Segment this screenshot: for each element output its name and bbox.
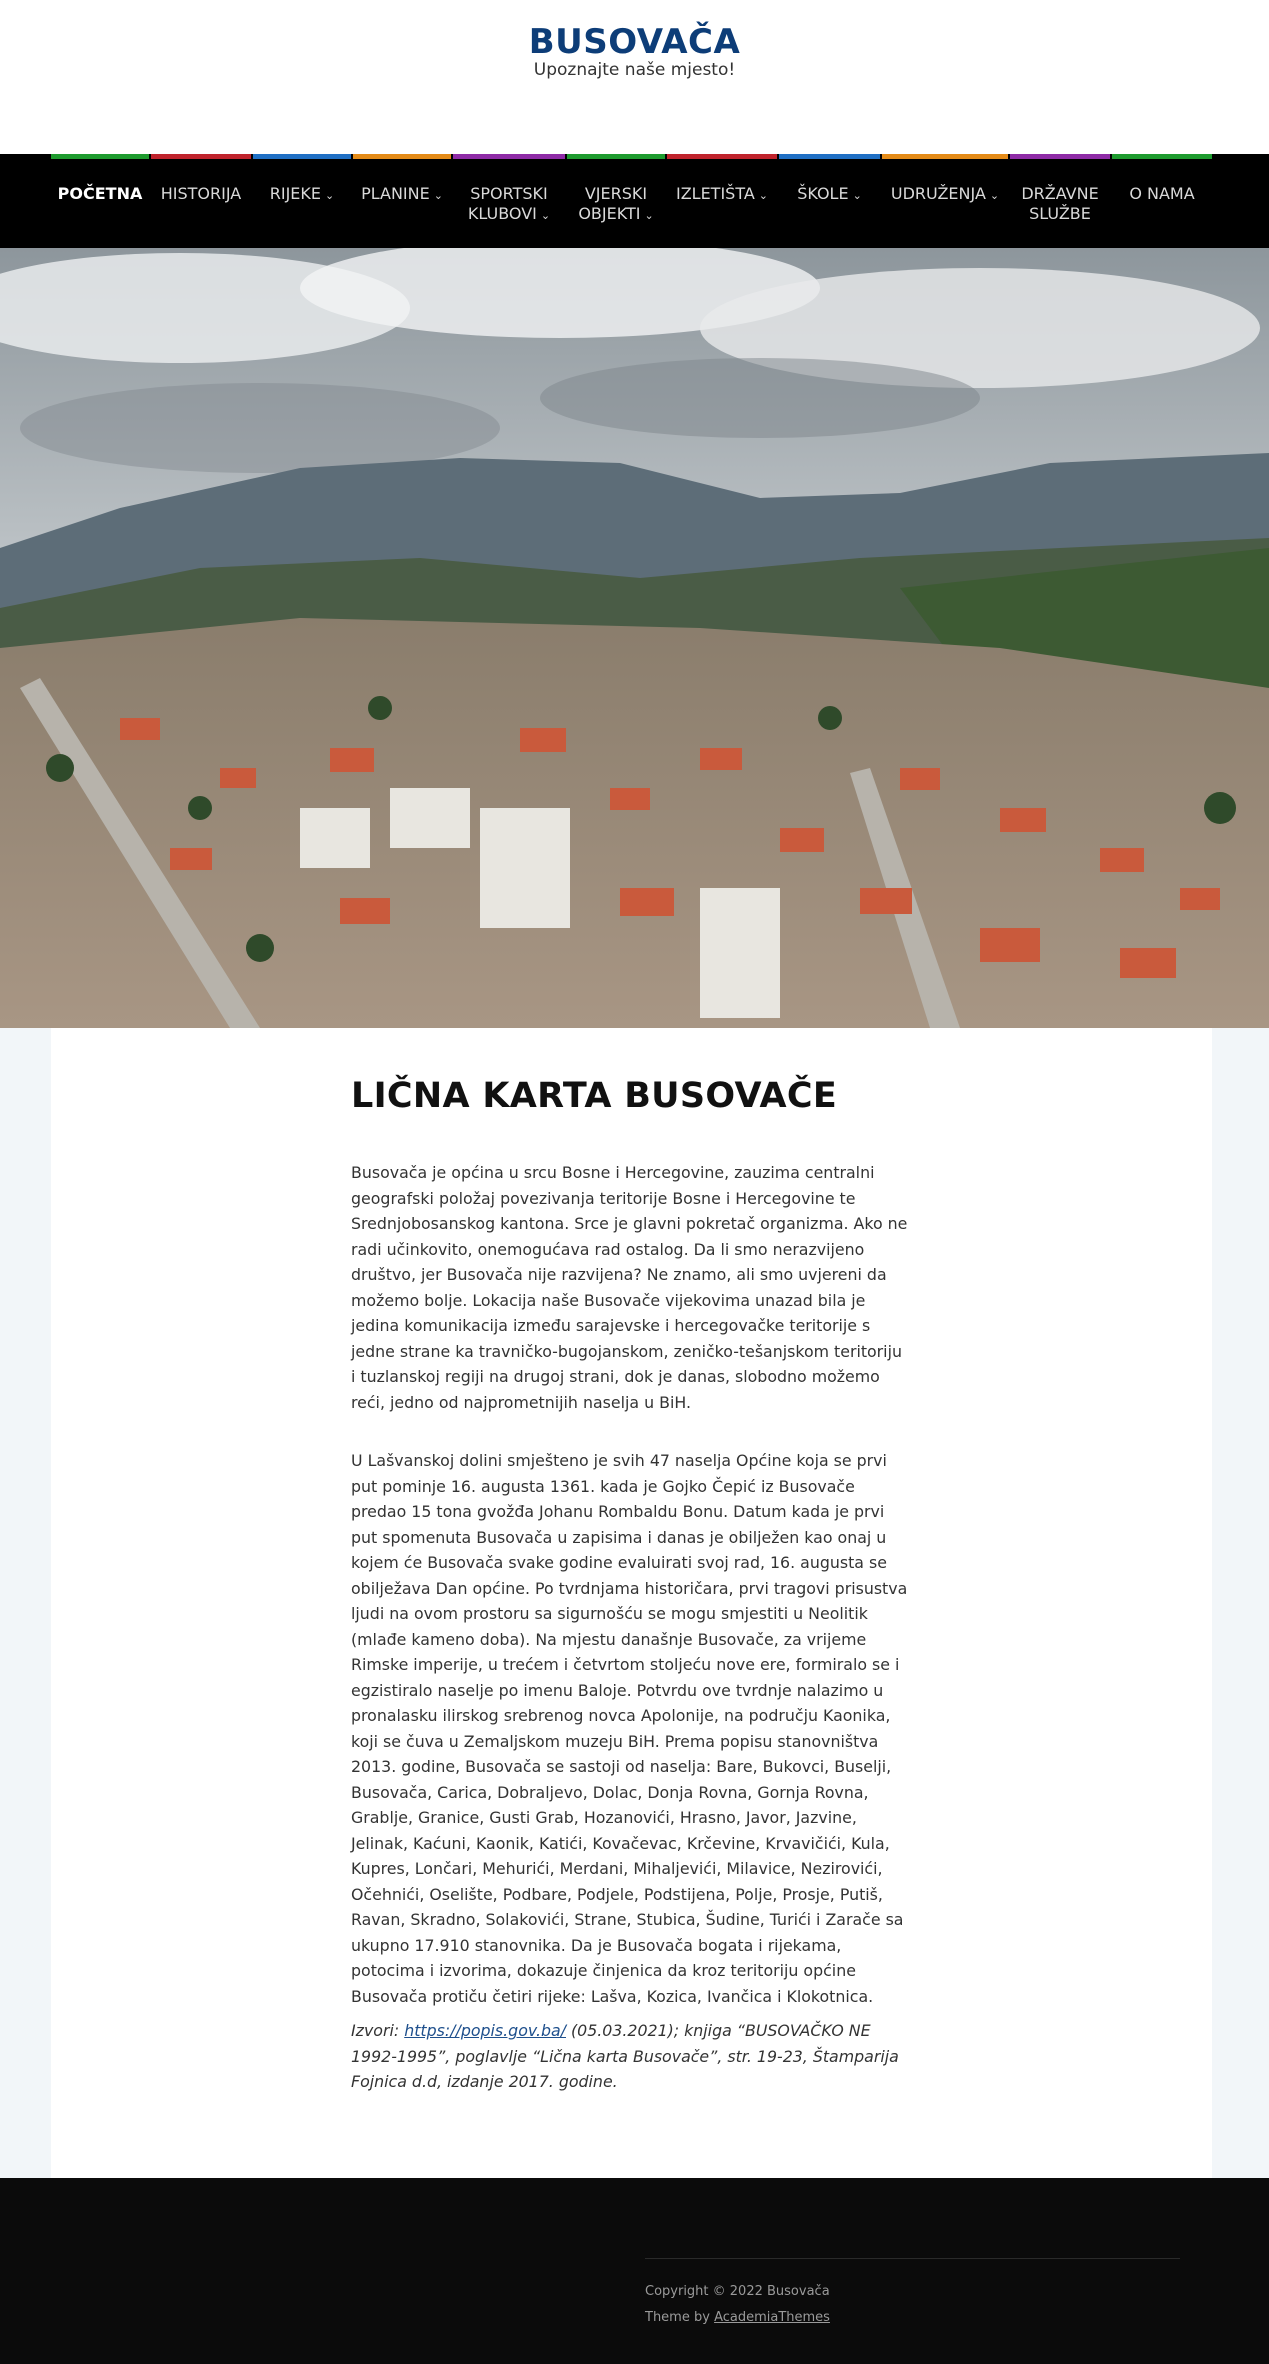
nav-item-drzavne-sluzbe[interactable] xyxy=(1010,154,1110,248)
nav-color-bar xyxy=(779,154,880,159)
nav-item-udruzenja[interactable] xyxy=(882,154,1008,248)
nav-item-sportski-klubovi[interactable] xyxy=(453,154,565,248)
sources-text: (05.03.2021); knjiga “BUSOVAČKO NE 1992-1995”, poglavlje “Lična karta Busovače”, str. 19-23, Štamparija Fojnica d.d, izdanje 2017. godine. xyxy=(351,2021,899,2091)
nav-label: HISTORIJA xyxy=(160,184,242,203)
chevron-down-icon: ⌄ xyxy=(433,189,443,202)
nav-label: PLANINE xyxy=(361,184,430,203)
nav-label: IZLETIŠTA xyxy=(675,184,755,203)
chevron-down-icon: ⌄ xyxy=(540,209,551,222)
nav-item-izletista[interactable] xyxy=(667,154,777,248)
nav-color-bar xyxy=(667,154,777,159)
chevron-down-icon: ⌄ xyxy=(989,189,1000,202)
theme-credit xyxy=(645,2310,830,2325)
nav-label: POČETNA xyxy=(57,184,143,203)
nav-label: RIJEKE xyxy=(269,184,322,203)
nav-color-bar xyxy=(882,154,1008,159)
aerial-town-illustration xyxy=(0,248,1269,1028)
page-title: LIČNA KARTA BUSOVAČE xyxy=(351,1076,838,1116)
credit-prefix: Theme by xyxy=(645,2310,715,2325)
nav-color-bar xyxy=(253,154,351,159)
nav-color-bar xyxy=(453,154,565,159)
chevron-down-icon: ⌄ xyxy=(644,209,654,222)
chevron-down-icon: ⌄ xyxy=(758,189,769,202)
copyright-text: Copyright © 2022 Busovača xyxy=(645,2284,830,2299)
nav-label-line2: SLUŽBE xyxy=(1029,204,1091,223)
nav-item-skole[interactable] xyxy=(779,154,880,248)
theme-credit-link[interactable]: AcademiaThemes xyxy=(714,2310,830,2325)
article-sources xyxy=(351,2018,911,2095)
nav-label: O NAMA xyxy=(1129,184,1195,203)
chevron-down-icon: ⌄ xyxy=(852,189,862,202)
nav-color-bar xyxy=(1112,154,1212,159)
sources-prefix: Izvori: xyxy=(351,2021,405,2040)
nav-label: DRŽAVNE xyxy=(1021,184,1099,203)
main-navigation xyxy=(0,154,1269,248)
site-footer xyxy=(0,2178,1269,2364)
nav-color-bar xyxy=(567,154,665,159)
nav-label: VJERSKI xyxy=(584,184,648,203)
article-paragraph-2: U Lašvanskoj dolini smješteno je svih 47 naselja Općine koja se prvi put pominje 16. augusta 1361. kada je Gojko Čepić iz Busovače predao 15 tona gvožđa Johanu Rombaldu Bonu. Datum kada je prvi put spomenuta Busovača u zapisima i danas je obilježen kao onaj u kojem će Busovača svake godine evaluirati svoj rad, 16. augusta se obilježava Dan općine. Po tvrdnjama historičara, prvi tragovi prisustva ljudi na ovom prostoru sa sigurnošću se mogu smjestiti u Neolitik (mlađe kameno doba). Na mjestu današnje Busovače, za vrijeme Rimske imperije, u trećem i četvrtom stoljeću nove ere, formiralo se i egzistiralo naselje po imenu Baloje. Potvrdu ove tvrdnje nalazimo u pronalasku ilirskog srebrenog novca Apolonije, na području Kaonika, koji se čuva u Zemaljskom muzeju BiH. Prema popisu stanovništva 2013. godine, Busovača se sastoji od naselja: Bare, Bukovci, Buselji, Busovača, Carica, Dobraljevo, Dolac, Donja Rovna, Gornja Rovna, Grablje, Granice, Gusti Grab, Hozanovići, Hrasno, Javor, Jazvine, Jelinak, Kaćuni, Kaonik, Katići, Kovačevac, Krčevine, Krvavičići, Kula, Kupres, Lončari, Mehurići, Merdani, Mihaljevići, Milavice, Nezirovići, Očehnići, Oselište, Podbare, Podjele, Podstijena, Polje, Prosje, Putiš, Ravan, Skradno, Solakovići, Strane, Stubica, Šudine, Turići i Zarače sa ukupno 17.910 stanovnika. Da je Busovača bogata i rijekama, potocima i izvorima, dokazuje činjenica da kroz teritoriju općine Busovača protiču četiri rijeke: Lašva, Kozica, Ivančica i Klokotnica. xyxy=(351,1451,908,2006)
nav-color-bar xyxy=(353,154,451,159)
nav-label-line2: KLUBOVI xyxy=(467,204,537,223)
nav-label-line2: OBJEKTI xyxy=(578,204,641,223)
nav-item-rijeke[interactable] xyxy=(253,154,351,248)
article-paragraph-1: Busovača je općina u srcu Bosne i Hercegovine, zauzima centralni geografski položaj povezivanja teritorije Bosne i Hercegovine te Srednjobosanskog kantona. Srce je glavni pokretač organizma. Ako ne radi učinkovito, onemogućava rad ostalog. Da li smo nerazvijeno društvo, jer Busovača nije razvijena? Ne znamo, ali smo uvjereni da možemo bolje. Lokacija naše Busovače vijekovima unazad bila je jedina komunikacija između sarajevske i hercegovačke teritorije s jedne strane ka travničko-bugojanskom, zeničko-tešanjskom teritoriju i tuzlanskoj regiji na drugoj strani, dok je danas, slobodno možemo reći, jedno od najprometnijih naselja u BiH. xyxy=(351,1163,908,1412)
site-header xyxy=(0,0,1269,154)
nav-item-planine[interactable] xyxy=(353,154,451,248)
sources-link[interactable]: https://popis.gov.ba/ xyxy=(404,2021,566,2040)
nav-item-historija[interactable] xyxy=(151,154,251,248)
site-title[interactable]: BUSOVAČA xyxy=(528,22,741,62)
nav-item-vjerski-objekti[interactable] xyxy=(567,154,665,248)
footer-divider xyxy=(645,2258,1180,2259)
hero-image xyxy=(0,248,1269,1028)
nav-item-o-nama[interactable] xyxy=(1112,154,1212,248)
nav-color-bar xyxy=(1010,154,1110,159)
site-tagline: Upoznajte naše mjesto! xyxy=(533,60,736,80)
nav-item-pocetna[interactable] xyxy=(51,154,149,248)
nav-label: SPORTSKI xyxy=(470,184,548,203)
nav-label: ŠKOLE xyxy=(797,184,849,203)
nav-color-bar xyxy=(51,154,149,159)
nav-label: UDRUŽENJA xyxy=(890,184,986,203)
chevron-down-icon: ⌄ xyxy=(325,189,335,202)
nav-color-bar xyxy=(151,154,251,159)
